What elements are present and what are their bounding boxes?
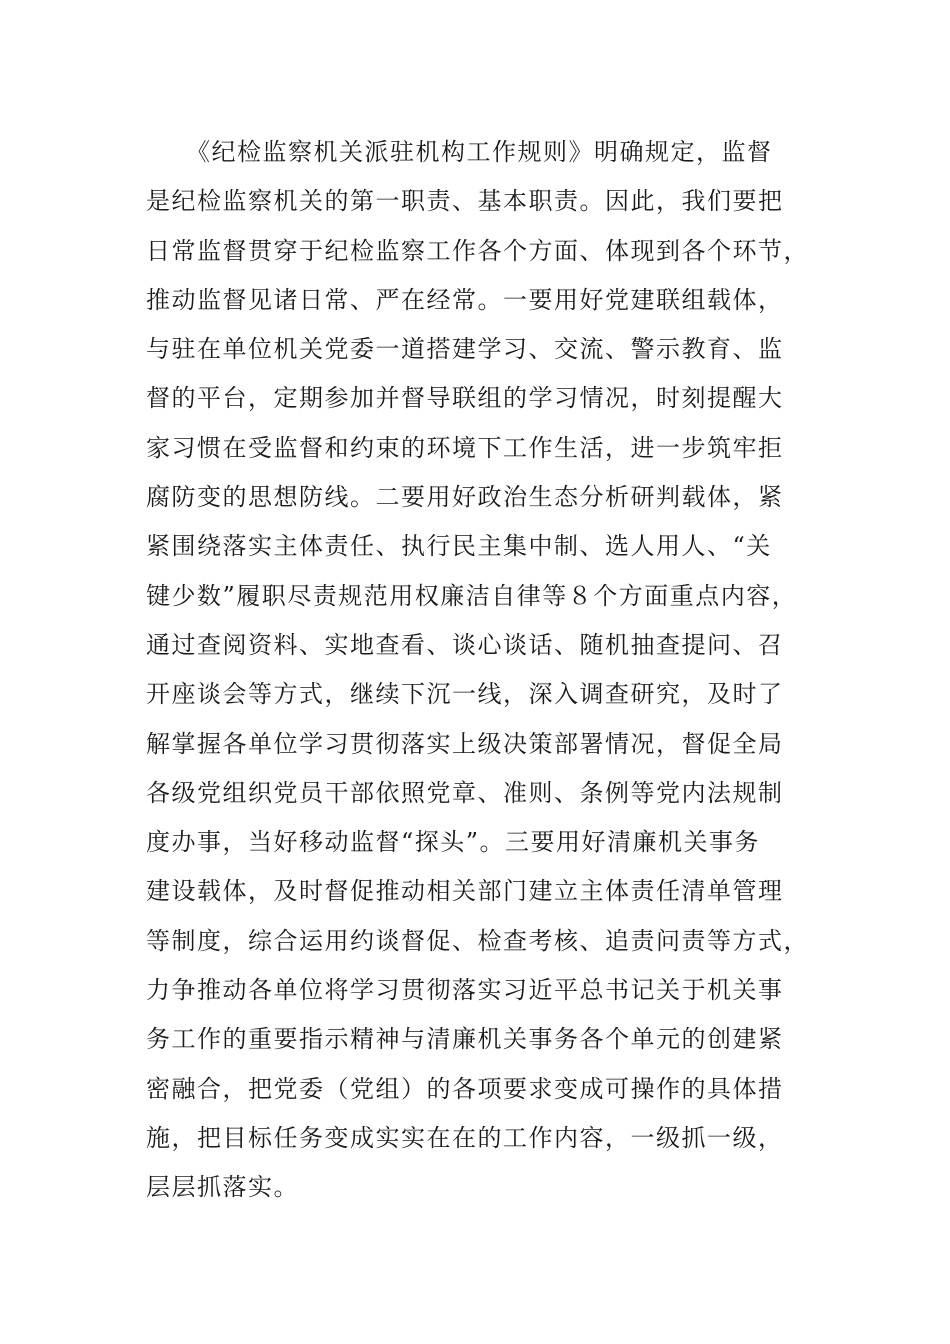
text-line: 度办事，当好移动监督“探头”。三要用好清廉机关事务 [146,828,761,857]
text-line: 紧围绕落实主体责任、执行民主集中制、选人用人、“关 [146,532,772,561]
text-line: 《纪检监察机关派驻机构工作规则》明确规定，监督 [186,138,773,166]
text-line: 日常监督贯穿于纪检监察工作各个方面、体现到各个环节， [146,236,809,265]
text-line: 是纪检监察机关的第一职责、基本职责。因此，我们要把 [146,187,784,216]
body-paragraph [146,128,809,1213]
text-line: 力争推动各单位将学习贯彻落实习近平总书记关于机关事 [146,976,784,1005]
text-line: 建设载体，及时督促推动相关部门建立主体责任清单管理 [146,877,784,906]
text-line: 施，把目标任务变成实实在在的工作内容，一级抓一级， [146,1123,784,1152]
text-line: 腐防变的思想防线。二要用好政治生态分析研判载体，紧 [146,483,784,512]
text-line: 密融合，把党委（党组）的各项要求变成可操作的具体措 [146,1074,784,1103]
text-line: 与驻在单位机关党委一道搭建学习、交流、警示教育、监 [146,335,784,364]
text-line: 等制度，综合运用约谈督促、检查考核、追责问责等方式， [146,926,809,955]
text-line: 家习惯在受监督和约束的环境下工作生活，进一步筑牢拒 [146,433,784,462]
text-line: 层层抓落实。 [146,1173,299,1202]
text-line: 推动监督见诸日常、严在经常。一要用好党建联组载体， [146,285,784,314]
text-line: 各级党组织党员干部依照党章、准则、条例等党内法规制 [146,778,784,807]
text-line: 开座谈会等方式，继续下沉一线，深入调查研究，及时了 [146,680,784,709]
text-line: 通过查阅资料、实地查看、谈心谈话、随机抽查提问、召 [146,630,784,659]
text-line: 键少数”履职尽责规范用权廉洁自律等８个方面重点内容， [146,581,798,610]
text-line: 解掌握各单位学习贯彻落实上级决策部署情况，督促全局 [146,729,784,758]
text-line: 督的平台，定期参加并督导联组的学习情况，时刻提醒大 [146,384,784,413]
text-line: 务工作的重要指示精神与清廉机关事务各个单元的创建紧 [146,1025,784,1054]
